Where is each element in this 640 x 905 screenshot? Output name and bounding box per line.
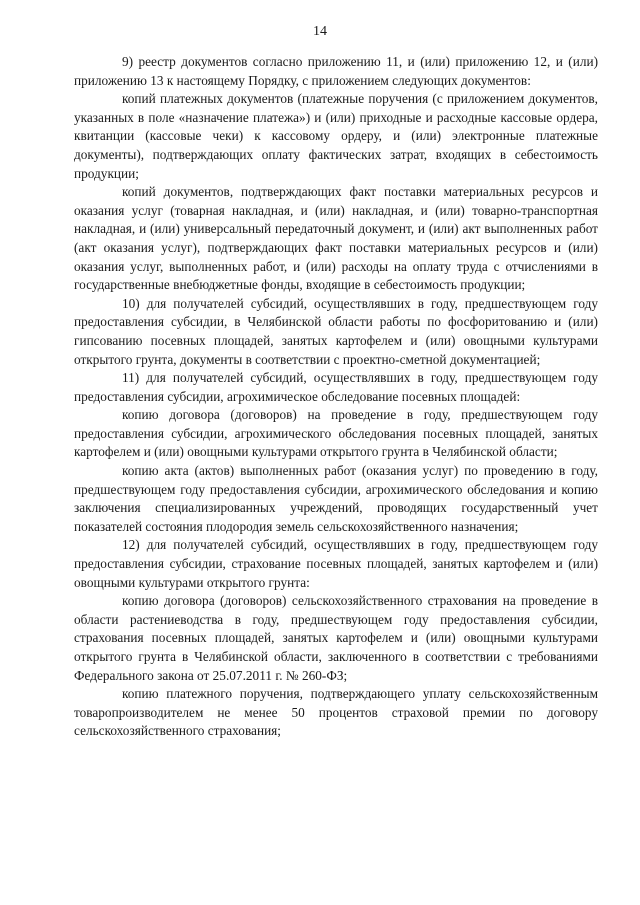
paragraph-item-12: 12) для получателей субсидий, осуществлявших в году, предшествующем году предоставления субсидии, страхование посевных площадей, занятых картофелем и (или) овощными культурами открытого грунта:	[74, 537, 598, 590]
paragraph-item-11: 11) для получателей субсидий, осуществлявших в году, предшествующем году предоставления субсидии, агрохимическое обследование посевных площадей:	[74, 370, 598, 404]
paragraph-item-9: 9) реестр документов согласно приложению 11, и (или) приложению 12, и (или) приложению 13 к настоящему Порядку, с приложением следующих документов:	[74, 54, 598, 88]
paragraph-act-copy: копию акта (актов) выполненных работ (оказания услуг) по проведению в году, предшествующем году предоставления субсидии, агрохимического обследования и копию заключения специализированных учреждений, проводящих государственный учет показателей состояния плодородия земель сельскохозяйственного назначения;	[74, 463, 598, 534]
paragraph-payment-documents: копий платежных документов (платежные поручения (с приложением документов, указанных в поле «назначение платежа») и (или) приходные и расходные кассовые ордера, квитанции (кассовые чеки) к кассовому ордеру, и (или) электронные платежные документы), подтверждающих оплату фактических затрат, входящих в себестоимость продукции;	[74, 91, 598, 181]
paragraph-contract-copy: копию договора (договоров) на проведение в году, предшествующем году предоставления субсидии, агрохимического обследования посевных площадей, занятых картофелем и (или) овощными культурами открытого грунта в Челябинской области;	[74, 407, 598, 460]
paragraph-payment-order: копию платежного поручения, подтверждающего уплату сельскохозяйственным товаропроизводителем не менее 50 процентов страховой премии по договору сельскохозяйственного страхования;	[74, 686, 598, 739]
paragraph-item-10: 10) для получателей субсидий, осуществлявших в году, предшествующем году предоставления субсидии, в Челябинской области работы по фосфоритованию и (или) гипсованию посевных площадей, занятых картофелем и (или) овощными культурами открытого грунта, документы в соответствии с проектно-сметной документацией;	[74, 295, 598, 367]
page-number: 14	[313, 24, 327, 39]
paragraph-supply-documents: копий документов, подтверждающих факт поставки материальных ресурсов и оказания услуг (товарная накладная, и (или) накладная, и (или) товарно-транспортная накладная, и (или) универсальный передаточный документ, и (или) акт выполненных работ (акт оказания услуг), подтверждающих факт поставки материальных ресурсов и (или) оказания услуг, выполненных работ, и (или) расходы на оплату труда с отчислениями в государственные внебюджетные фонды, входящие в себестоимость продукции;	[74, 184, 598, 293]
paragraph-insurance-contract: копию договора (договоров) сельскохозяйственного страхования на проведение в области растениеводства в году, предшествующем году предоставления субсидии, страхования посевных площадей, занятых картофелем и (или) овощными культурами открытого грунта в Челябинской области, заключенного в соответствии с требованиями Федерального закона от 25.07.2011 г. № 260-ФЗ;	[74, 593, 598, 683]
document-body	[74, 53, 598, 741]
